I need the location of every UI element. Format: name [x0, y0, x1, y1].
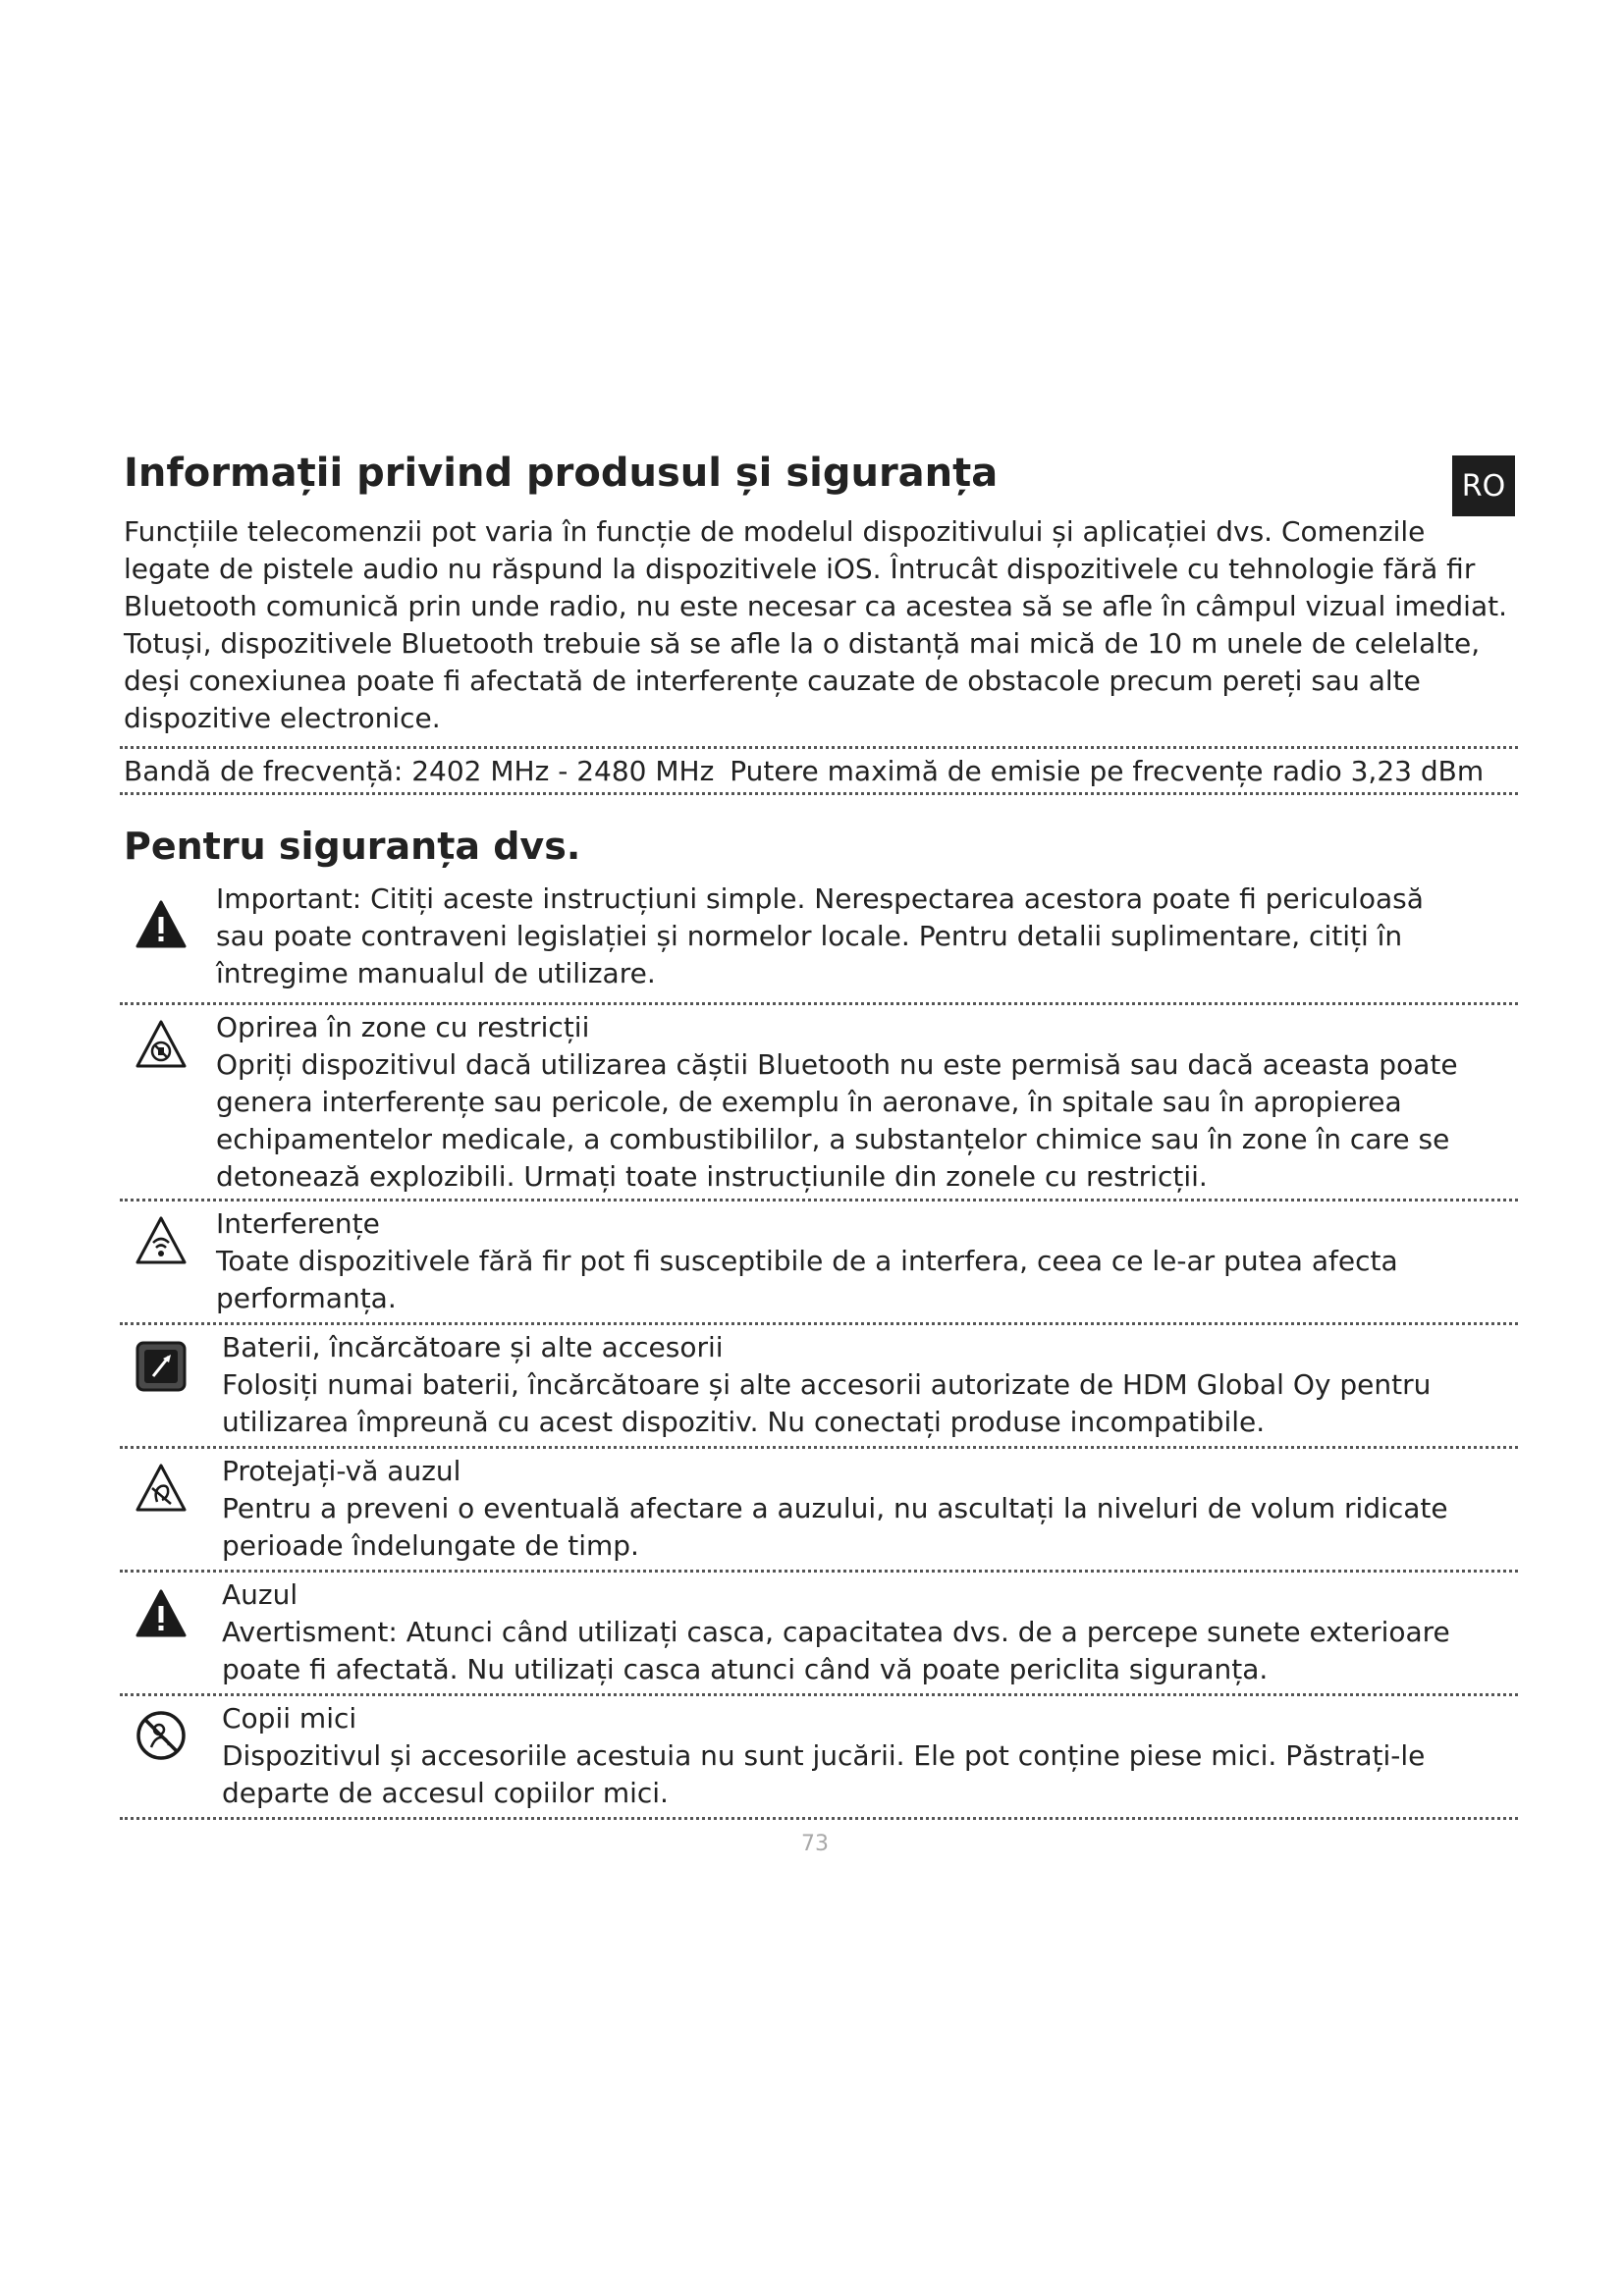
safety-item-interference — [120, 1201, 1518, 1325]
interference-icon — [134, 1213, 189, 1268]
restricted-area-icon — [134, 1017, 189, 1072]
safety-item-text: Protejați-vă auzul Pentru a preveni o eventuală afectare a auzului, nu ascultați la niveluri de volum ridicate perioade îndelungate de timp. — [222, 1455, 1448, 1562]
safety-list — [120, 883, 1518, 1820]
intro-paragraph — [124, 513, 1528, 737]
battery-accessories-icon — [134, 1339, 189, 1394]
max-power: Putere maximă de emisie pe frecvențe radio 3,23 dBm — [730, 754, 1485, 787]
safety-item-hearing-protection — [120, 1449, 1518, 1573]
safety-item-hearing — [120, 1573, 1518, 1696]
safety-item-batteries — [120, 1325, 1518, 1449]
intro-line: legate de pistele audio nu răspund la dispozitivele iOS. Întrucât dispozitivele cu tehnologie fără fir — [124, 553, 1476, 585]
hearing-protection-icon — [134, 1461, 189, 1516]
safety-item-restricted-areas — [120, 1005, 1518, 1201]
safety-item-text: Interferențe Toate dispozitivele fără fir pot fi susceptibile de a interfera, ceea ce le-ar putea afecta performanța. — [216, 1207, 1398, 1314]
intro-line: deși conexiunea poate fi afectată de interferențe cauzate de obstacole precum pereți sau alte — [124, 665, 1421, 697]
safety-item-text: Auzul Avertisment: Atunci când utilizați casca, capacitatea dvs. de a percepe sunete exterioare poate fi afectată. Nu utilizați casca atunci când vă poate periclita siguranța. — [222, 1578, 1450, 1685]
safety-item-text: Baterii, încărcătoare și alte accesorii Folosiți numai baterii, încărcătoare și alte accesorii autorizate de HDM Global Oy pentru utilizarea împreună cu acest dispozitiv. Nu conectați produse incompatibile. — [222, 1331, 1432, 1438]
safety-title: Pentru siguranța dvs. — [124, 825, 581, 868]
safety-item-small-children — [120, 1696, 1518, 1820]
safety-item-text: Copii mici Dispozitivul și accesoriile acestuia nu sunt jucării. Ele pot conține piese mici. Păstrați-le departe de accesul copiilor mici. — [222, 1702, 1426, 1809]
page-number: 73 — [801, 1832, 829, 1856]
small-children-icon — [134, 1708, 189, 1763]
frequency-specs — [120, 746, 1518, 795]
safety-item-text: Oprirea în zone cu restricții Opriți dispozitivul dacă utilizarea căștii Bluetooth nu este permisă sau dacă aceasta poate genera interferențe sau pericole, de exemplu în aeronave, în spitale sau în apropierea echipamentelor medicale, a combustibililor, a substanțelor chimice sau în zone în care se detonează explozibili. Urmați toate instrucțiunile din zonele cu restricții. — [216, 1011, 1458, 1193]
warning-icon — [134, 897, 189, 952]
intro-line: Bluetooth comunică prin unde radio, nu este necesar ca acestea să se afle în câmpul vizual imediat. — [124, 590, 1507, 622]
language-badge: RO — [1452, 455, 1515, 516]
intro-line: Funcțiile telecomenzii pot varia în funcție de modelul dispozitivului și aplicației dvs. Comenzile — [124, 515, 1426, 548]
hearing-warning-icon — [134, 1586, 189, 1641]
page-title: Informații privind produsul și siguranța — [124, 451, 999, 496]
intro-line: dispozitive electronice. — [124, 702, 441, 734]
frequency-band: Bandă de frecvență: 2402 MHz - 2480 MHz — [124, 754, 715, 787]
intro-line: Totuși, dispozitivele Bluetooth trebuie să se afle la o distanță mai mică de 10 m unele de celelalte, — [124, 627, 1481, 660]
safety-item-text: Important: Citiți aceste instrucțiuni simple. Nerespectarea acestora poate fi periculoasă sau poate contraveni legislației și normelor locale. Pentru detalii suplimentare, citiți în întregime manualul de utilizare. — [216, 882, 1424, 989]
safety-item-important — [120, 883, 1518, 1005]
